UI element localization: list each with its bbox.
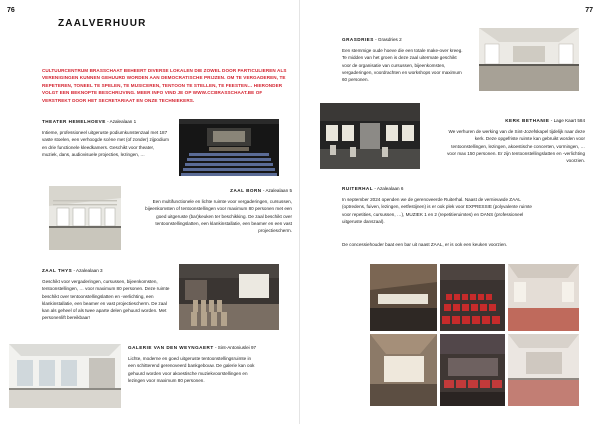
- photo-theater-hemelhoeve: [179, 119, 279, 176]
- photo-ruiterhal-3: [508, 264, 579, 331]
- photo-zaal-thys: [179, 264, 279, 330]
- venue-text-born: Een multifunctionele en lichte ruimte voor vergaderingen, cursussen, bijeenkomsten of tentoonstellingen voor maximum 80 personen met een goed uitgeruste (bar)keuken ter beschikking. De zaal beschikt over tentoonstellingslatten, een klankinstallatie, een beamer en een vast projectiescherm.: [145, 199, 292, 234]
- venue-title-thys: [42, 268, 103, 273]
- venue-address: - Azalealaan 5: [261, 188, 292, 193]
- venue-title-weyngaert: [128, 345, 256, 350]
- venue-text-weyngaert: Lichte, moderne en goed uitgeruste tentoonstellingsruimte in een schitterend gerenoveerd bankgebouw. De galerie kan ook gehuurd worden voor akoestische muziekvoorstellingen en lezingen voor maximum 80 personen.: [128, 356, 255, 383]
- venue-name: KERK BETHANIE: [505, 118, 550, 123]
- venue-name: GALERIE VAN DEN WEYNGAERT: [128, 345, 214, 350]
- page-title: ZAALVERHUUR: [58, 18, 147, 29]
- venue-name: RUITERHAL: [342, 186, 374, 191]
- venue-title-bethanie: [505, 118, 585, 123]
- venue-text-ruiterhal-2: De concessiehouder baat een bar uit naast ZAAL, er is ook een keuken voorzien.: [342, 242, 508, 247]
- venue-name: ZAAL THYS: [42, 268, 73, 273]
- venue-address: - Sint-Antoniuslei 97: [213, 345, 257, 350]
- venue-text-grasdries: Een stemmige oude hoeve die een totale make-over kreeg. Te midden van het groen is deze zaal uitermate geschikt voor de organisatie van cursussen, bijeenkomsten, vergaderingen, voordrachten en workshops voor maximum 60 personen.: [342, 48, 463, 83]
- photo-ruiterhal-4: [370, 334, 437, 406]
- venue-text-hemelhoeve: Intieme, professioneel uitgeruste podiumkunstenzaal met 187 vaste stoelen, een verhoogde scène met (of zonder) zijpodium en drie functionele kleedkamers. Geschikt voor theater, muziek, dans, audiovisuele projecties, lezingen, …: [42, 130, 169, 157]
- intro-text: CULTUURCENTRUM BRASSCHAAT BEHEERT DIVERSE LOKALEN DIE ZOWEL DOOR PARTICULIEREN ALS VERENIGINGEN KUNNEN GEHUURD WORDEN AAN DEMOCRATISCHE PRIJZEN. OM TE VERGADEREN, TE REPETEREN, TONEEL TE SPELEN, TE MUSICEREN, TENTOON TE STELLEN, TE FEESTEN… HIERONDER VOLGT EEN BEKNOPTE BESCHRIJVING. MEER INFO VIND JE OP WWW.CCBRASSCHAAT.BE OF VERSTREKT DOOR HET SECRETARIAAT EN ONZE TECHNIEKERS.: [42, 68, 287, 103]
- venue-title-hemelhoeve: [42, 119, 136, 124]
- venue-address: - Azalealaan 6: [373, 186, 404, 191]
- right-page: [300, 0, 600, 424]
- photo-kerk-bethanie: [320, 103, 420, 169]
- venue-title-grasdries: [342, 37, 402, 42]
- venue-name: GRASDRIES: [342, 37, 374, 42]
- right-page-number: 77: [585, 7, 593, 14]
- venue-text-bethanie: We verhuren de werking van de Sint-Jozefskapel tijdelijk naar deze kerk. Deze opgefriste ruimte kan gebruikt worden voor tentoonstellingen, lezingen, akoestische concerten, vormingen, … voor max 150 personen. Er zijn tentoonstellingslatten en -verlichting voorzien.: [447, 129, 585, 164]
- photo-ruiterhal-5: [440, 334, 505, 406]
- venue-name: THEATER HEMELHOEVE: [42, 119, 106, 124]
- venue-address: - Azalealaan 1: [105, 119, 137, 124]
- venue-address: - Azalealaan 3: [72, 268, 103, 273]
- photo-ruiterhal-2: [440, 264, 505, 331]
- venue-text-ruiterhal: In september 2024 openden we de gerenoveerde Ruiterhal. Naast de vernieuwde ZAAL (optredens, fuiven, lezingen, eetfestijnen) is er ook plek voor EXPRESSIE (polyvalente ruimte voor repetities, cursussen, …), MUZIEK 1 en 2 (repetitieruimtes) en DANS (professioneel uitgeruste danszaal).: [342, 197, 532, 224]
- venue-address: - Lage Kaart 584: [549, 118, 585, 123]
- venue-title-ruiterhal: [342, 186, 403, 191]
- venue-title-born: [230, 188, 292, 193]
- photo-zaal-born: [49, 186, 121, 250]
- venue-address: - Grasdries 2: [373, 37, 402, 42]
- photo-galerie-weyngaert: [9, 344, 121, 408]
- left-page-number: 76: [7, 7, 15, 14]
- photo-ruiterhal-6: [508, 334, 579, 406]
- photo-grasdries: [479, 28, 579, 91]
- venue-name: ZAAL BORN: [230, 188, 262, 193]
- venue-text-thys: Geschikt voor vergaderingen, cursussen, bijeenkomsten, tentoonstellingen, … voor maximum 80 personen. Deze ruimte beschikt over tentoonstellingslatten en -verlichting, een klankinstallatie, een beamer en vast projectiescherm. De zaal kan als geheel of als twee aparte delen gehuurd worden. Met personenlift bereikbaar!: [42, 279, 170, 321]
- photo-ruiterhal-1: [370, 264, 437, 331]
